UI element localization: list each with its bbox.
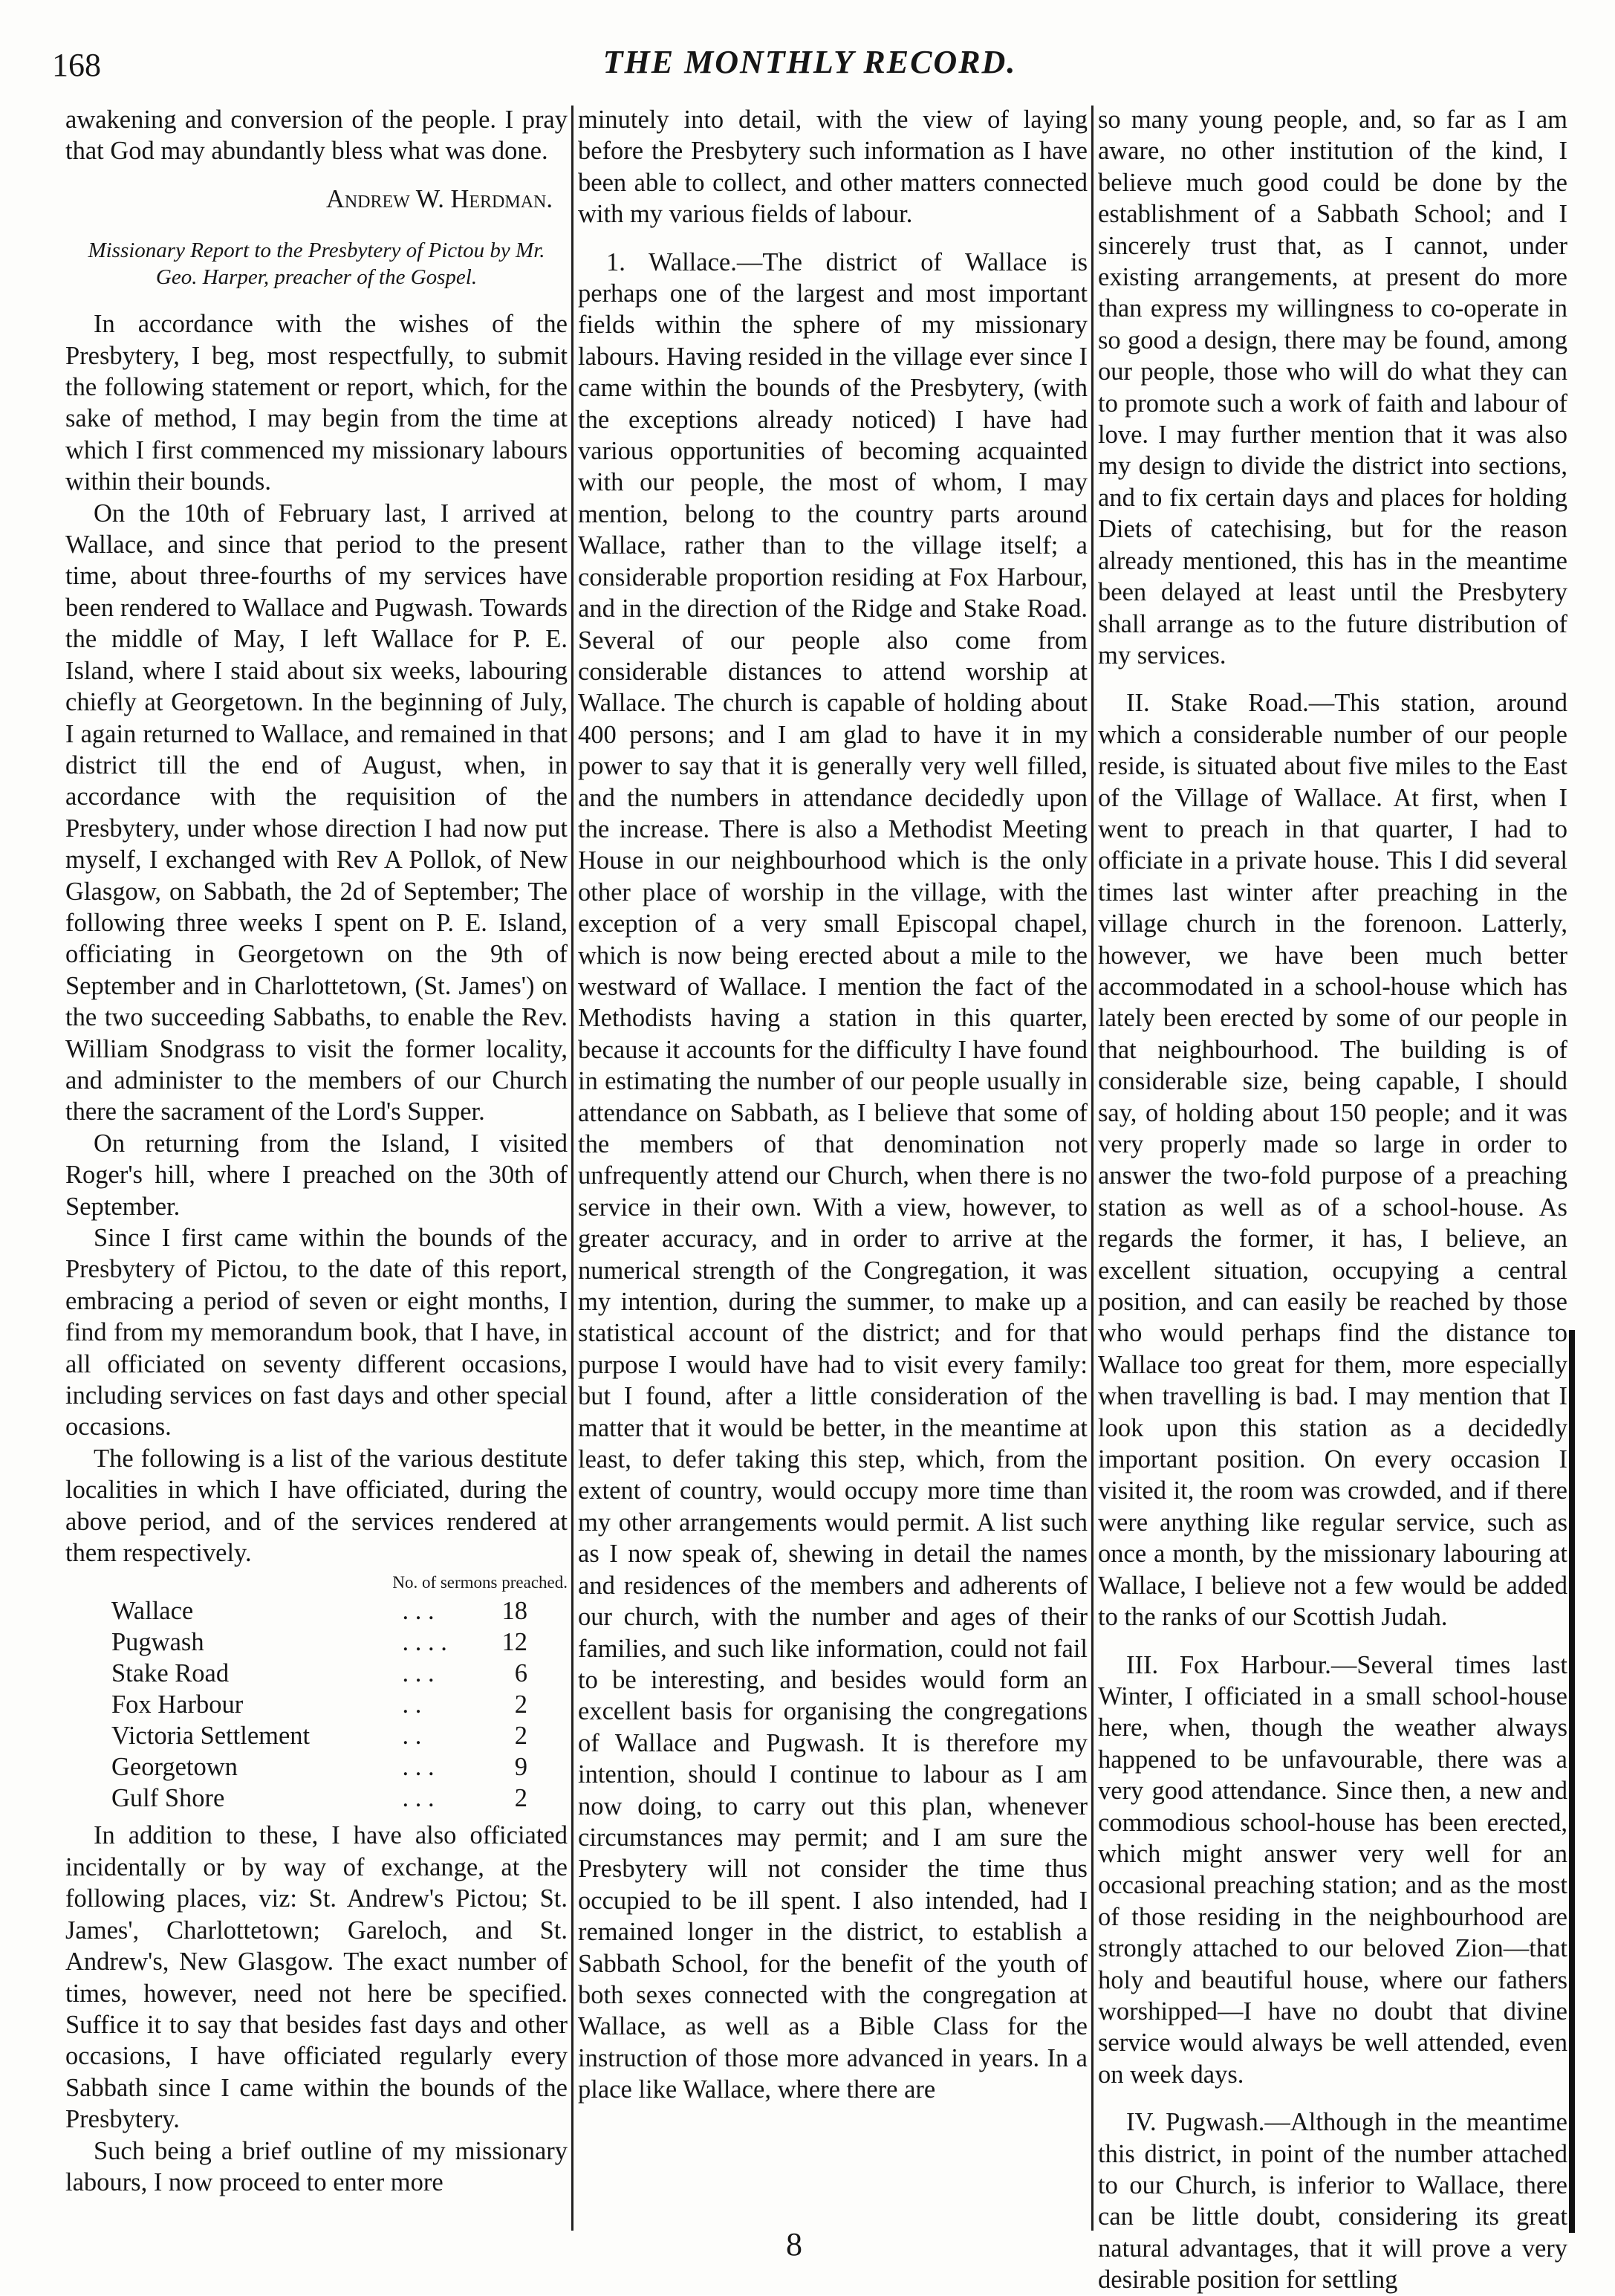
table-row xyxy=(111,1627,527,1658)
paragraph: Such being a brief outline of my missionary labours, I now proceed to enter more xyxy=(65,2136,568,2196)
leader-dots: . . . xyxy=(402,1659,435,1688)
place-name: Wallace xyxy=(111,1597,194,1626)
place-name: Gulf Shore xyxy=(111,1784,225,1813)
table-row xyxy=(111,1658,527,1689)
sermon-count: 2 xyxy=(514,1784,527,1813)
place-name: Georgetown xyxy=(111,1753,238,1782)
section-fox-harbour: III. Fox Harbour.—Several times last Winter, I officiated in a small school-house here, when, though the weather always happened to be unfavourable, there was a very good attendance. Since then, a new and commodious school-house has been erected, which might answer very well for an occasional preaching station; and as the most of those residing in the neighbourhood are strongly attached to our beloved Zion—that holy and beautiful house, where our fathers worshipped—I have no doubt that divine service would always be well attended, even on week days. xyxy=(1098,1650,1567,2089)
paragraph: In accordance with the wishes of the Presbytery, I beg, most respectfully, to submit the following statement or report, which, for the sake of method, I may begin from the time at which I first commenced my missionary labours within their bounds. xyxy=(65,310,568,496)
paragraph: On returning from the Island, I visited Roger's hill, where I preached on the 30th of September. xyxy=(65,1129,568,1221)
column-rule xyxy=(1091,106,1094,2231)
section-stake-road: II. Stake Road.—This station, around which a considerable number of our people reside, is situated about five miles to the East of the Village of Wallace. At first, when I went to preach in that quarter, I had to officiate in a private house. This I did several times last winter after preaching in the village church in the forenoon. Latterly, however, we have been much better accommodated in a school-house which has lately been erected by some of our people in that neighbourhood. The building is of considerable size, being capable, I should say, of holding about 150 people; and it was very properly made so large in order to answer the two-fold purpose of a preaching station as well as of a school-house. As regards the former, it has, I believe, an excellent situation, occupying a central position, and can easily be reached by those who would perhaps find the distance to Wallace too great for them, more especially when travelling is bad. I may mention that I look upon this station as a decidedly important position. On every occasion I visited it, the room was crowded, and if there were anything like regular service, such as once a month, by the missionary labouring at Wallace, I believe not a few would be added to the ranks of our Scottish Judah. xyxy=(1098,689,1567,1632)
page-number: 168 xyxy=(52,47,101,83)
printer-signature-mark: 8 xyxy=(786,2226,802,2263)
paragraph: Since I first came within the bounds of the Presbytery of Pictou, to the date of this report, embracing a period of seven or eight months, I find from my memorandum book, that I have, in all officiated on seventy different occasions, including services on fast days and other special occasions. xyxy=(65,1224,568,1442)
leader-dots: . . . . xyxy=(402,1628,447,1657)
column-right xyxy=(1098,104,1567,2295)
table-row xyxy=(111,1689,527,1720)
paragraph: In addition to these, I have also officiated incidentally or by way of exchange, at the following places, viz: St. Andrew's Pictou; St. James', Charlottetown; Gareloch, and St. Andrew's, New Glasgow. The exact number of times, however, need not here be specified. Suffice it to say that besides fast days and other occasions, I have officiated regularly every Sabbath since I came within the bounds of the Presbytery. xyxy=(65,1821,568,2134)
paragraph: so many young people, and, so far as I am aware, no other institution of the kind, I believe much good could be done by the establishment of a Sabbath School; and I sincerely trust that, as I cannot, under existing arrangements, at present do more than express my willingness to co-operate in so good a design, there may be found, among our people, those who will do what they can to promote such a work of faith and labour of love. I may further mention that it was also my design to divide the district into sections, and to fix certain days and places for holding Diets of catechising, but for the reason already mentioned, this has in the meantime been delayed at least until the Presbytery shall arrange as to the future distribution of my services. xyxy=(1098,106,1567,669)
signature: Andrew W. Herdman. xyxy=(325,184,553,213)
column-left xyxy=(65,104,568,2237)
place-name: Victoria Settlement xyxy=(111,1722,311,1751)
table-row xyxy=(111,1783,527,1814)
leader-dots: . . xyxy=(402,1722,422,1751)
table-row xyxy=(111,1720,527,1751)
sermons-table xyxy=(111,1595,527,1814)
sermon-count: 6 xyxy=(514,1659,527,1688)
leader-dots: . . . xyxy=(402,1597,435,1626)
paragraph: minutely into detail, with the view of laying before the Presbytery such information as I have been able to collect, and other matters connected with my various fields of labour. xyxy=(578,106,1088,229)
column-rule xyxy=(571,106,573,2231)
place-name: Stake Road xyxy=(111,1659,230,1688)
paragraph: On the 10th of February last, I arrived at Wallace, and since that period to the present time, about three-fourths of my services have been rendered to Wallace and Pugwash. Towards the middle of May, I left Wallace for P. E. Island, where I staid about six weeks, labouring chiefly at Georgetown. In the beginning of July, I again returned to Wallace, and remained in that district till the end of August, when, in accordance with the requisition of the Presbytery, under whose direction I had now put myself, I exchanged with Rev A Pollok, of New Glasgow, on Sabbath, the 2d of September; The following three weeks I spent on P. E. Island, officiating in Georgetown on the 9th of September and in Charlottetown, (St. James') on the two succeeding Sabbaths, to enable the Rev. William Snodgrass to visit the former locality, and administer to the members of our Church there the sacrament of the Lord's Supper. xyxy=(65,499,568,1126)
table-header: No. of sermons preached. xyxy=(392,1573,568,1592)
report-title: Missionary Report to the Presbytery of Pictou by Mr. Geo. Harper, preacher of the Gospel. xyxy=(88,239,545,290)
leader-dots: . . . xyxy=(402,1784,435,1813)
paragraph: The following is a list of the various destitute localities in which I have officiated, during the above period, and of the services rendered at them respectively. xyxy=(65,1444,568,1568)
leader-dots: . . . xyxy=(402,1753,435,1782)
place-name: Fox Harbour xyxy=(111,1690,244,1719)
table-row xyxy=(111,1595,527,1627)
sermon-count: 2 xyxy=(514,1690,527,1719)
section-wallace: 1. Wallace.—The district of Wallace is perhaps one of the largest and most important fields within the sphere of my missionary labours. Having resided in the village ever since I came within the bounds of the Presbytery, (with the exceptions already noticed) I have had various opportunities of becoming acquainted with our people, the most of whom, I may mention, belong to the country parts around Wallace, rather than to the village itself; a considerable proportion residing at Fox Harbour, and in the direction of the Ridge and Stake Road. Several of our people also come from considerable distances to attend worship at Wallace. The church is capable of holding about 400 persons; and I am glad to have it in my power to say that it is generally very well filled, and the numbers in attendance decidedly upon the increase. There is also a Methodist Meeting House in our neighbourhood which is the only other place of worship in the village, with the exception of a very small Episcopal chapel, which is now being erected about a mile to the westward of Wallace. I mention the fact of the Methodists having a station in this quarter, because it accounts for the difficulty I have found in estimating the number of our people usually in attendance on Sabbath, as I believe that some of the members of that denomination not unfrequently attend our Church, when there is no service in their own. With a view, however, to greater accuracy, and in order to arrive at the numerical strength of the Congregation, it was my intention, during the summer, to make up a statistical account of the district; and for that purpose I would have had to visit every family: but I found, after a little consideration of the matter that it would be better, in the meantime at least, to defer taking this step, which, from the extent of country, would occupy more time than my other arrangements would permit. A list such as I now speak of, shewing in detail the names and residences of the members and adherents of our church, with the number and ages of their families, and such like information, could not fail to be interesting, and besides would form an excellent basis for organising the congregations of Wallace and Pugwash. It is therefore my intention, should I continue to labour as I am now doing, to carry out this plan, whenever circumstances may permit; and I am sure the Presbytery will not consider the time thus occupied to be ill spent. I also intended, had I remained longer in the district, to establish a Sabbath School, for the benefit of the youth of both sexes connected with the congregation at Wallace, as well as a Bible Class for the instruction of those more advanced in years. In a place like Wallace, where there are xyxy=(578,247,1088,2104)
edge-rule xyxy=(1569,1330,1575,2233)
leader-dots: . . xyxy=(402,1690,422,1719)
paragraph: awakening and conversion of the people. I pray that God may abundantly bless what was done. xyxy=(65,106,568,166)
sermon-count: 2 xyxy=(514,1722,527,1751)
table-row xyxy=(111,1751,527,1783)
sermon-count: 18 xyxy=(501,1597,527,1626)
sermon-count: 12 xyxy=(501,1628,527,1657)
section-pugwash: IV. Pugwash.—Although in the meantime this district, in point of the number attached to our Church, is inferior to Wallace, there can be little doubt, considering its great natural advantages, that it will prove a very desirable position for settling xyxy=(1098,2108,1567,2295)
sermon-count: 9 xyxy=(514,1753,527,1782)
page-header xyxy=(52,43,1567,95)
place-name: Pugwash xyxy=(111,1628,204,1657)
column-middle xyxy=(578,104,1088,2237)
running-head: THE MONTHLY RECORD. xyxy=(602,44,1017,80)
